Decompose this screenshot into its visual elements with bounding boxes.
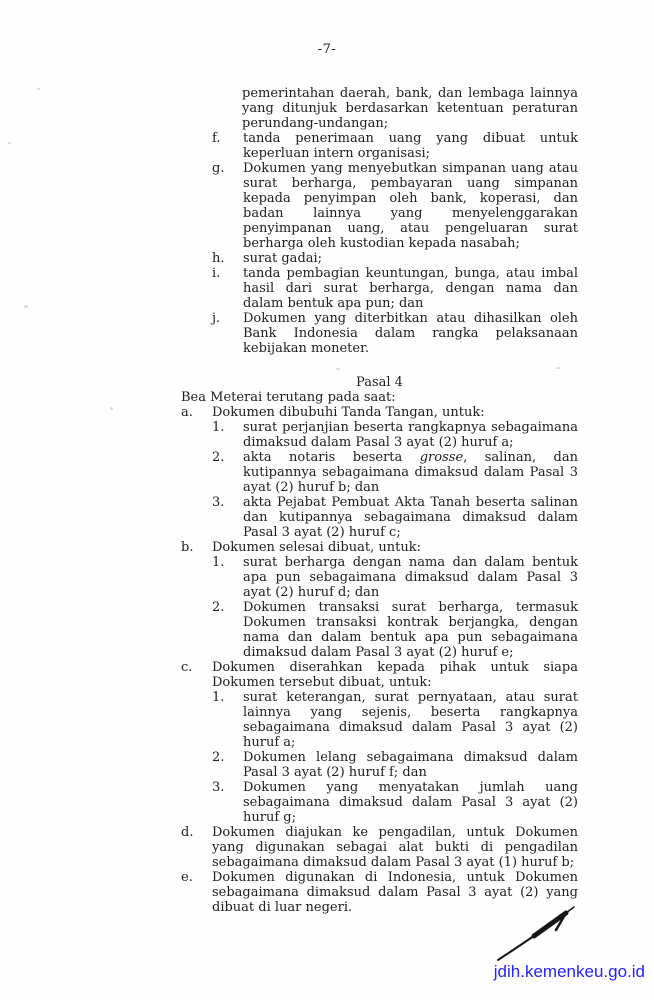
subitem-label: 3. (212, 495, 225, 510)
subitem-text: surat perjanjian beserta rangkapnya sebagaimana dimaksud dalam Pasal 3 ayat (2) huruf a; (243, 420, 578, 450)
subitem-text-italic: grosse (419, 450, 464, 465)
list-item-text: Dokumen selesai dibuat, untuk: (212, 540, 421, 555)
list-item-j (212, 311, 578, 356)
jdih-kemenkeu-link[interactable]: jdih.kemenkeu.go.id (493, 962, 645, 981)
subitem-a-2 (212, 450, 578, 495)
scan-speck (37, 88, 40, 90)
list-item-label: e. (181, 870, 193, 885)
subitem-text: Dokumen lelang sebagaimana dimaksud dalam Pasal 3 ayat (2) huruf f; dan (243, 750, 578, 780)
list-item-d (181, 825, 578, 870)
list-item-label: b. (181, 540, 194, 555)
subitem-c-2 (212, 750, 578, 780)
list-item-body (212, 540, 578, 660)
subitem-text: Dokumen transaksi surat berharga, termasuk Dokumen transaksi kontrak berjangka, dengan nama dan dalam bentuk apa pun sebagaimana dimaksud dalam Pasal 3 ayat (2) huruf e; (243, 600, 578, 660)
subitem-label: 1. (212, 690, 225, 705)
subitem-label: 1. (212, 555, 225, 570)
list-item-c (181, 660, 578, 825)
continuation-paragraph: pemerintahan daerah, bank, dan lembaga lainnya yang ditunjuk berdasarkan ketentuan peraturan perundang-undangan; (242, 86, 578, 131)
subitem-label: 2. (212, 750, 225, 765)
paraf-mark-icon (494, 906, 586, 964)
subitem-text-part: akta notaris beserta (243, 450, 420, 465)
subitem-c-1 (212, 690, 578, 750)
subitem-a-3 (212, 495, 578, 540)
list-item-label: f. (212, 131, 221, 146)
list-item-body (212, 405, 578, 540)
list-item-text: tanda penerimaan uang yang dibuat untuk keperluan intern organisasi; (243, 131, 578, 161)
subitem-b-2 (212, 600, 578, 660)
page-number: -7- (317, 42, 337, 57)
subitem-label: 2. (212, 600, 225, 615)
list-item-a (181, 405, 578, 540)
list-item-label: d. (181, 825, 194, 840)
pasal-4-heading: Pasal 4 (356, 375, 403, 390)
scan-speck (110, 407, 113, 410)
list-item-text: Dokumen diajukan ke pengadilan, untuk Dokumen yang digunakan sebagai alat bukti di pengadilan sebagaimana dimaksud dalam Pasal 3 ayat (1) huruf b; (212, 825, 578, 870)
list-item-text: Dokumen yang diterbitkan atau dihasilkan oleh Bank Indonesia dalam rangka pelaksanaan kebijakan moneter. (243, 311, 578, 356)
list-item-h (212, 251, 578, 266)
subitem-label: 2. (212, 450, 225, 465)
subitem-label: 3. (212, 780, 225, 795)
subitem-text: surat berharga dengan nama dan dalam bentuk apa pun sebagaimana dimaksud dalam Pasal 3 ayat (2) huruf d; dan (243, 555, 578, 600)
list-item-b (181, 540, 578, 660)
list-item-label: c. (181, 660, 193, 675)
subitem-text (243, 450, 578, 495)
subitem-text: akta Pejabat Pembuat Akta Tanah beserta salinan dan kutipannya sebagaimana dimaksud dalam Pasal 3 ayat (2) huruf c; (243, 495, 578, 540)
list-item-f (212, 131, 578, 161)
subitem-text: surat keterangan, surat pernyataan, atau surat lainnya yang sejenis, beserta rangkapnya sebagaimana dimaksud dalam Pasal 3 ayat (2) huruf a; (243, 690, 578, 750)
list-item-text: Dokumen diserahkan kepada pihak untuk siapa Dokumen tersebut dibuat, untuk: (212, 660, 578, 690)
scan-speck (24, 305, 28, 308)
subitem-text: Dokumen yang menyatakan jumlah uang sebagaimana dimaksud dalam Pasal 3 ayat (2) huruf g; (243, 780, 578, 825)
list-item-i (212, 266, 578, 311)
list-item-text: Dokumen digunakan di Indonesia, untuk Dokumen sebagaimana dimaksud dalam Pasal 3 ayat (2) yang dibuat di luar negeri. (212, 870, 578, 915)
list-item-text: surat gadai; (243, 251, 323, 266)
list-item-label: g. (212, 161, 225, 176)
subitem-text-part: , salinan, dan kutipannya sebagaimana dimaksud dalam Pasal 3 ayat (2) huruf b; dan (243, 450, 578, 495)
pasal-4-intro: Bea Meterai terutang pada saat: (181, 390, 396, 405)
list-item-label: a. (181, 405, 193, 420)
document-body (181, 86, 578, 915)
list-item-label: i. (212, 266, 221, 281)
scan-speck (8, 142, 11, 144)
subitem-label: 1. (212, 420, 225, 435)
list-item-g (212, 161, 578, 251)
scan-speck (556, 367, 560, 369)
subitem-c-3 (212, 780, 578, 825)
scan-speck (336, 368, 340, 370)
subitem-b-1 (212, 555, 578, 600)
list-item-body (212, 660, 578, 825)
list-item-text: Dokumen yang menyebutkan simpanan uang atau surat berharga, pembayaran uang simpanan kepada penyimpan oleh bank, koperasi, dan badan lainnya yang menyelenggarakan penyimpanan uang, atau pengeluaran surat berharga oleh kustodian kepada nasabah; (243, 161, 578, 251)
list-item-text: Dokumen dibubuhi Tanda Tangan, untuk: (212, 405, 485, 420)
list-item-text: tanda pembagian keuntungan, bunga, atau imbal hasil dari surat berharga, dengan nama dan dalam bentuk apa pun; dan (243, 266, 578, 311)
list-item-label: h. (212, 251, 225, 266)
list-item-label: j. (212, 311, 221, 326)
subitem-a-1 (212, 420, 578, 450)
